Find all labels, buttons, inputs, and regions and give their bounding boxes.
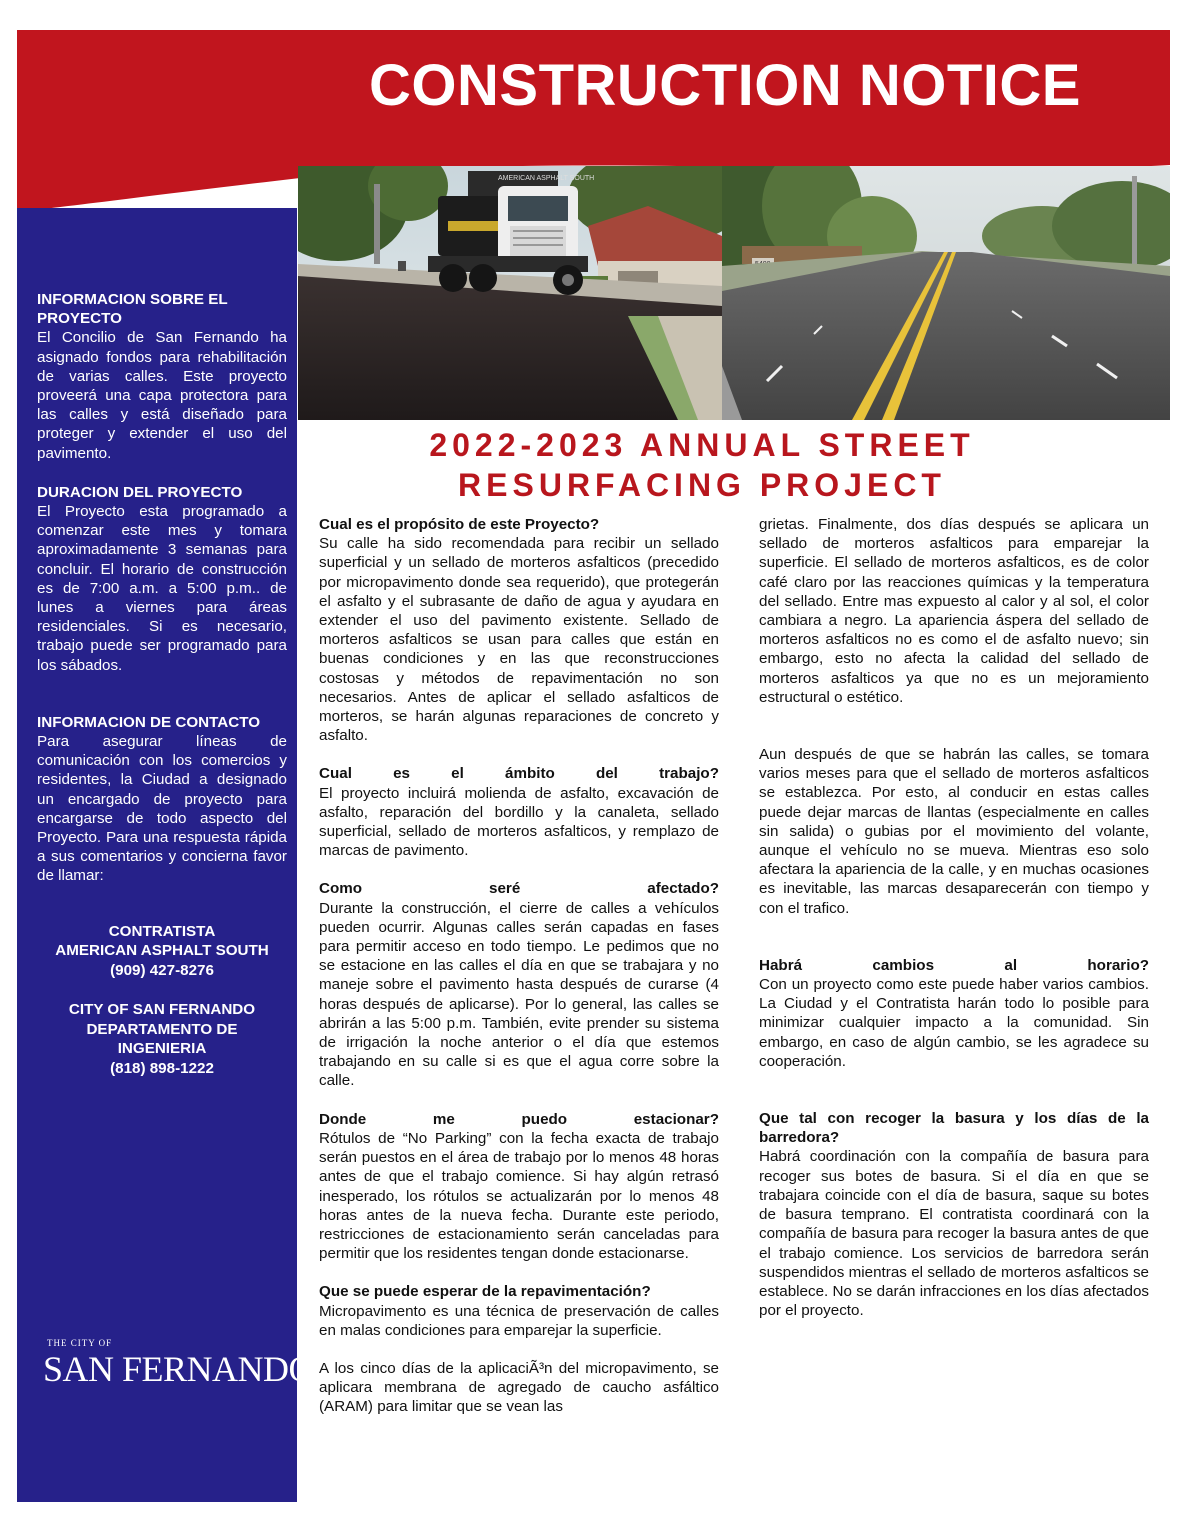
faq-answer: Su calle ha sido recomendada para recibir un sellado superficial y un sellado de morteros asfalticos (precedido por micropavimento donde sea requerido), que protegerán el asfalto y el subrasante de daño de agua y ayudara en extender el uso del pavimento existente. Sellado de morteros asfalticos se usan para calles que están en buenas condiciones y en las que reconstrucciones costosas y métodos de repavimentación no son necesarios. Antes de aplicar el sellado asfalticos de morteros, se harán algunas reparaciones de concreto y asfalto.	[319, 535, 719, 745]
faq-parking	[319, 1110, 719, 1264]
contact-text: Para asegurar líneas de comunicación con los comercios y residentes, la Ciudad a designado un encargado de proyecto para encargarse de todo aspecto del Proyecto. Para una respuesta rápida a sus comentarios y concierna favor de llamar:	[37, 733, 287, 885]
faq-answer: Con un proyecto como este puede haber varios cambios. La Ciudad y el Contratista harán todo lo posible para minimizar cualquier impacto a la comunidad. Sin embargo, en caso de algún cambio, se les agradece su cooperación.	[759, 976, 1149, 1070]
truck-photo	[298, 166, 722, 420]
faq-repaving-cont-2	[759, 515, 1149, 707]
faq-question: Habrá cambios al horario?	[759, 956, 1149, 974]
faq-schedule	[759, 956, 1149, 1071]
city-line-3: INGENIERIA	[117, 1040, 207, 1058]
contractor-label: CONTRATISTA	[108, 922, 216, 940]
street-photo	[722, 166, 1170, 420]
faq-repaving	[319, 1282, 719, 1340]
contact-heading: INFORMACION DE CONTACTO	[37, 713, 261, 731]
truck-text: AMERICAN ASPHALT SOUTH	[498, 175, 595, 182]
left-column	[319, 515, 719, 1436]
faq-answer: A los cinco días de la aplicaciÃ³n del micropavimento, se aplicara membrana de agregado de caucho asfáltico (ARAM) para limitar que se vean las	[319, 1359, 719, 1416]
city-logo	[43, 1338, 315, 1389]
logo-big-text: SAN FERNANDO	[43, 1349, 315, 1389]
contractor-phone: (909) 427-8276	[110, 961, 214, 979]
project-title-line-2: RESURFACING PROJECT	[458, 467, 946, 503]
info-text: El Concilio de San Fernando ha asignado fondos para rehabilitación de varias calles. Este proyecto proveerá una capa protectora para las calles y está diseñado para proteger y extender el uso del pavimento.	[37, 329, 287, 462]
info-section	[37, 290, 287, 463]
sidebar	[17, 208, 315, 1502]
faq-question: Que se puede esperar de la repavimentación?	[319, 1283, 651, 1301]
faq-answer: grietas. Finalmente, dos días después se aplicara un sellado de morteros asfalticos para emparejar la superficie. El sellado de morteros asfalticos, es de color café claro por las reacciones químicas y la temperatura del sellado. Entre mas expuesto al calor y al sol, el color cambiara a negro. La apariencia áspera del sellado de morteros asfalticos no es como el de asfalto nuevo; sin embargo, esto no afecta la calidad del sellado de morteros asfalticos ya que no es un mejoramiento estructural o estético.	[759, 516, 1149, 706]
faq-question: Donde me puedo estacionar?	[319, 1110, 719, 1128]
contractor-name: AMERICAN ASPHALT SOUTH	[55, 942, 269, 960]
city-phone: (818) 898-1222	[110, 1059, 214, 1077]
faq-answer: El proyecto incluirá molienda de asfalto, excavación de asfalto, reparación del bordillo y la canaleta, sellado superficial, sellado de morteros asfalticos, y remplazo de marcas de pavimento.	[319, 784, 719, 860]
faq-answer: Habrá coordinación con la compañía de basura para recoger sus botes de basura. Si el día en que se trabajara coincide con el día de basura, saque su botes de basura temprano. El contratista coordinará con la compañía de basura para recoger la basura antes de que el trabajo comience. Los servicios de barredora serán suspendidos mientras el sellado de morteros asfalticos se establece. No se darán infracciones en los días afectados por el proyecto.	[759, 1148, 1149, 1320]
faq-question: Cual es el propósito de este Proyecto?	[319, 516, 600, 533]
duration-text: El Proyecto esta programado a comenzar este mes y tomara aproximadamente 3 semanas para concluir. El horario de construcción es de 7:00 a.m. a 5:00 p.m.. de lunes a viernes para áreas residenciales. Si es necesario, trabajo puede ser programado para los sábados.	[37, 503, 287, 674]
faq-affected	[319, 879, 719, 1090]
city-line-1: CITY OF SAN FERNANDO	[68, 1001, 256, 1019]
faq-settling	[759, 745, 1149, 918]
faq-answer: Rótulos de “No Parking” con la fecha exacta de trabajo serán puestos en el área de trabajo por lo menos 48 horas antes de que el trabajo comience. Si hay algún retrasó inesperado, los rótulos se actualizarán por lo menos 48 horas antes de la nueva fecha. Durante este periodo, restricciones de estacionamiento serán canceladas para permitir que los residentes tengan donde estacionarse.	[319, 1129, 719, 1263]
faq-trash	[759, 1109, 1149, 1320]
faq-repaving-cont	[319, 1359, 719, 1417]
faq-question: Cual es el ámbito del trabajo?	[319, 765, 719, 783]
right-column	[759, 515, 1149, 1339]
faq-scope	[319, 764, 719, 860]
faq-question: Como seré afectado?	[319, 880, 719, 898]
info-heading: INFORMACION SOBRE EL PROYECTO	[37, 291, 228, 328]
faq-answer: Aun después de que se habrán las calles, se tomara varios meses para que el sellado de morteros asfalticos se establezca. Por esto, al conducir en estas calles puede dejar marcas de llantas (especialmente en calles sin salida) o gubias por el movimiento del volante, aunque el vehículo no se mueva. Mientras eso solo afectara la apariencia de la calle, y en muchas ocasiones es inevitable, las marcas desaparecerán con tiempo y con el trafico.	[759, 746, 1149, 917]
logo-small-text: THE CITY OF	[47, 1338, 113, 1348]
duration-heading: DURACION DEL PROYECTO	[37, 483, 243, 501]
faq-answer: Micropavimento es una técnica de preservación de calles en malas condiciones para emparejar la superficie.	[319, 1302, 719, 1339]
contact-block	[37, 922, 287, 1079]
duration-section	[37, 483, 287, 675]
contact-section	[37, 713, 287, 886]
faq-answer: Durante la construcción, el cierre de calles a vehículos pueden ocurrir. Algunas calles serán capadas en fases para permitir acceso en todo tiempo. Le pedimos que no se estacione en las calles el día en que se trabajara y no maneje sobre el pavimento hasta después de curarse (4 horas después de aplicarse). Por lo general, las calles se abrirán a las 5:00 p.m. También, evite prender su sistema de irrigación la noche anterior o el día que estemos trabajando en su calle si es que el agua corre sobre la calle.	[319, 899, 719, 1090]
faq-question: Que tal con recoger la basura y los días de la barredora?	[759, 1110, 1149, 1147]
city-line-2: DEPARTAMENTO DE	[86, 1020, 238, 1038]
page-title: CONSTRUCTION NOTICE	[369, 53, 1081, 118]
project-title	[300, 425, 1104, 505]
faq-purpose	[319, 515, 719, 745]
project-title-line-1: 2022-2023 ANNUAL STREET	[429, 427, 975, 463]
